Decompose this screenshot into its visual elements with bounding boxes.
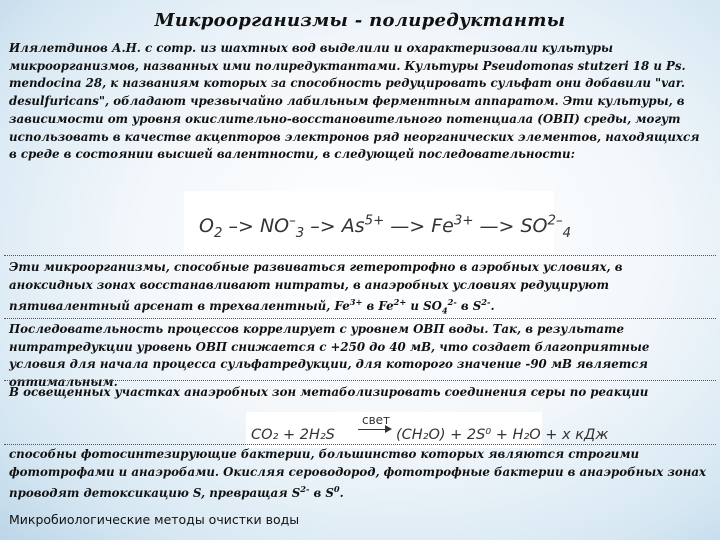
reaction-right: (CH₂O) + 2S⁰ + H₂O + x кДж	[396, 427, 609, 443]
reaction-left: CO₂ + 2H₂S	[251, 427, 335, 443]
formula-arrow: –>	[304, 215, 342, 238]
divider	[4, 444, 716, 445]
divider	[4, 255, 716, 256]
formula-as: $As^{5+}$	[341, 214, 385, 238]
formula-so4: $SO^{2-}_4$	[520, 214, 572, 242]
formula-fe: $Fe^{3+}$	[431, 214, 474, 238]
paragraph-sulfur-reaction: В освещенных участках анаэробных зон метаболизировать соединения серы по реакции	[9, 385, 649, 399]
divider	[4, 380, 716, 381]
footer-caption: Микробиологические методы очистки воды	[9, 512, 300, 527]
slide-title: Микроорганизмы - полиредуктанты	[154, 10, 566, 31]
acceptor-sequence-formula	[184, 191, 572, 253]
formula-arrow: —>	[384, 215, 432, 238]
paragraph-intro: Илялетдинов А.Н. с сотр. из шахтных вод выделили и охарактеризовали культуры микроорганизмов, названных ими полиредуктантами. Культуры Pseudomonas stutzeri 18 и Ps. mendocina 28, к названиям которых за способность редуцировать сульфат они добавили "var. desulfuricans", обладают чрезвычайно лабильным ферментным аппаратом. Эти культуры, в зависимости от уровня окислительно-восстановительного потенциала (ОВП) среды, могут использовать в качестве акцепторов электронов ряд неорганических элементов, находящихся в среде в состоянии высшей валентности, в следующей последовательности:	[9, 41, 700, 162]
paragraph-reduction: Эти микроорганизмы, способные развиваться гетеротрофно в аэробных условиях, в аноксидных зонах восстанавливают нитраты, в анаэробных условиях редуцируют пятивалентный арсенат в трехвалентный, $Fe^{3+}$ в $Fe^{2+}$ и $SO_4^{2-}$ в $S^{2-}$.	[9, 260, 623, 316]
paragraph-phototrophs: способны фотосинтезирующие бактерии, большинство которых являются строгими фототрофами и анаэробами. Окисляя сероводород, фототрофные бактерии в анаэробных зонах проводят детоксикацию S, превращая $S^{2-}$ в $S^0$.	[9, 447, 707, 501]
formula-arrow: –>	[222, 215, 260, 238]
formula-o2: $O_2$	[199, 215, 223, 242]
divider	[4, 318, 716, 319]
formula-no3: $NO^-_3$	[259, 214, 305, 242]
paragraph-reduction-text: Эти микроорганизмы, способные развиваться гетеротрофно в аэробных условиях, в аноксидных зонах восстанавливают нитраты, в анаэробных условиях редуцируют пятивалентный арсенат в трехвалентный,	[9, 260, 623, 314]
reaction-arrow	[358, 429, 390, 430]
formula-arrow: —>	[473, 215, 521, 238]
paragraph-orp: Последовательность процессов коррелирует с уровнем ОВП воды. Так, в результате нитратредукции уровень ОВП снижается с +250 до 40 мВ, что создает благоприятные условия для начала процесса сульфатредукции, для которого значение -90 мВ является оптимальным.	[9, 322, 650, 390]
photosynthesis-reaction-formula	[246, 412, 609, 448]
light-label: свет	[362, 413, 391, 427]
